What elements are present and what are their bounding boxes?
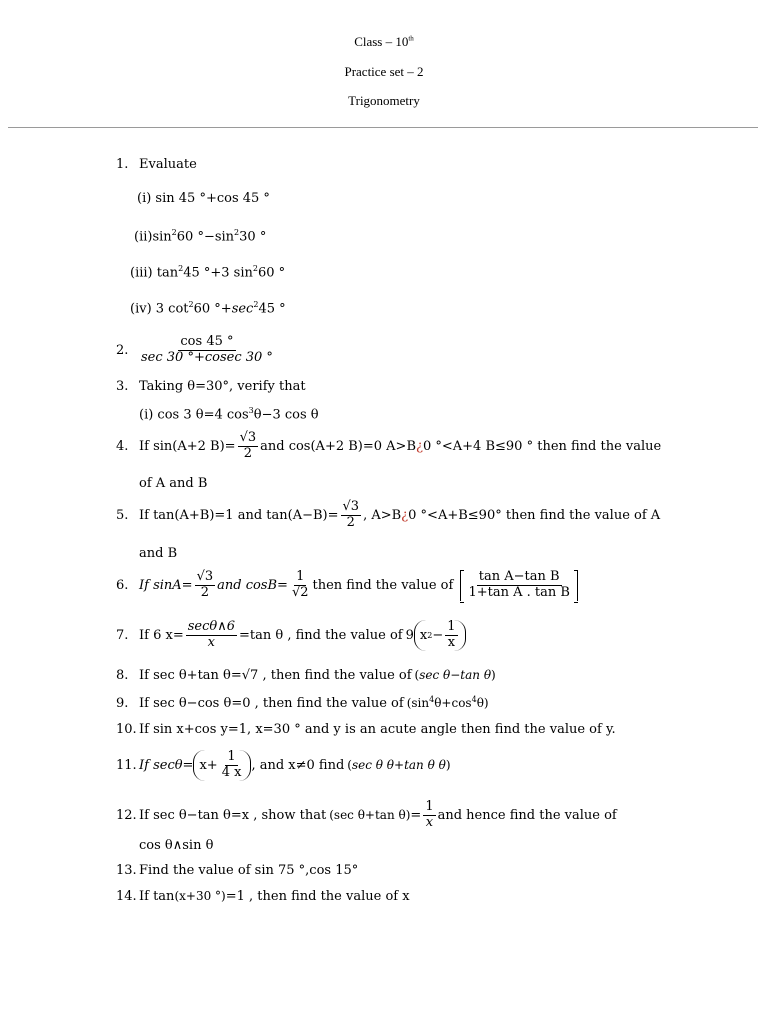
question-12-continued: cos θ∧sin θ: [139, 838, 214, 853]
exponent: 3: [248, 406, 254, 415]
question-5: [116, 500, 736, 531]
question-4-continued: of A and B: [139, 476, 208, 491]
denominator: 1+tan A . tan B: [468, 584, 570, 600]
question-1: [116, 157, 736, 172]
question-number: 5.: [116, 507, 129, 523]
denominator: x: [447, 634, 456, 650]
question-text: , A>B: [363, 507, 402, 523]
denominator: sec 30 °+cosec 30 °: [141, 349, 273, 365]
question-text: 9: [405, 627, 414, 643]
numerator: 1: [425, 799, 434, 814]
fraction: [445, 620, 457, 651]
part-text: (i) cos 3 θ=4 cos: [139, 407, 249, 423]
header-divider: [8, 127, 758, 128]
exponent: 2: [427, 630, 433, 640]
part-text: (iv) 3 cot: [130, 301, 189, 317]
numerator: √3: [342, 499, 360, 514]
question-number: 1.: [116, 157, 129, 172]
exponent: 4: [471, 695, 477, 704]
fraction: [186, 620, 237, 651]
exponent: 4: [429, 695, 435, 704]
question-number: 10.: [116, 722, 137, 737]
fraction: [139, 335, 275, 366]
question-text: Evaluate: [139, 157, 197, 172]
question-text: =: [410, 807, 422, 823]
question-12: [116, 800, 736, 831]
exponent: 2: [171, 228, 177, 237]
question-text: Taking θ=30°, verify that: [139, 379, 306, 394]
question-9: [116, 695, 736, 711]
question-10: [116, 722, 736, 737]
exponent: 2: [234, 228, 240, 237]
part-text: 60 °: [257, 265, 286, 281]
square-bracket: [460, 570, 577, 601]
denominator: √2: [291, 584, 309, 600]
expression-text: sec θ θ+tan θ θ: [351, 757, 446, 772]
class-title: [0, 34, 768, 50]
question-number: 3.: [116, 379, 129, 394]
expression-text: sin: [411, 696, 430, 710]
practice-set-title: Practice set – 2: [344, 64, 424, 79]
question-13: [116, 863, 736, 878]
numerator: 1: [447, 619, 456, 634]
expression-text: x+: [199, 757, 218, 773]
question-11: [116, 750, 736, 781]
denominator: 2: [346, 514, 355, 530]
numerator: √3: [239, 430, 257, 445]
part-text: 30 °: [239, 229, 267, 245]
part-text: θ−3 cos θ: [253, 407, 319, 423]
question-text: ¿: [401, 507, 409, 523]
fraction: [220, 750, 244, 781]
class-superscript: th: [408, 34, 414, 43]
question-text: 0 °<A+4 B≤90 ° then find the value: [422, 438, 662, 454]
question-8: [116, 668, 736, 683]
question-1-part-iii: [130, 264, 750, 280]
numerator: secθ∧6: [187, 619, 235, 634]
denominator: x: [207, 634, 216, 650]
question-1-part-iv: [130, 300, 750, 316]
exponent: 2: [252, 264, 258, 273]
fraction: [238, 431, 259, 462]
question-text: If tan: [139, 889, 175, 904]
question-text: and cosB=: [217, 577, 288, 593]
question-text: If sec θ+tan θ=√7 , then find the value of: [139, 668, 412, 683]
question-5-continued: and B: [139, 546, 178, 561]
question-number: 2.: [116, 342, 129, 358]
question-3: [116, 379, 736, 394]
question-7: [116, 620, 736, 651]
class-text: Class – 10: [354, 34, 409, 49]
question-text: and cos(A+2 B)=0 A>B: [260, 438, 416, 454]
numerator: 1: [296, 569, 305, 584]
question-4: [116, 431, 736, 462]
numerator: 1: [227, 749, 236, 764]
parenthesis: x 2 − $\frac{1}{x}$: [414, 620, 466, 651]
question-number: 8.: [116, 668, 129, 683]
question-text: =1 , then find the value of x: [225, 889, 410, 904]
question-text: 0 °<A+B≤90° then find the value of A: [408, 507, 661, 523]
part-text: 45 °: [258, 301, 286, 317]
expression: (sec θ θ+tan θ θ): [347, 757, 451, 772]
question-number: 6.: [116, 577, 129, 593]
numerator: cos 45 °: [180, 334, 234, 349]
question-number: 4.: [116, 438, 129, 454]
question-text: If tan(A+B)=1 and tan(A−B)=: [139, 507, 339, 523]
exponent: 2: [188, 300, 194, 309]
expression: (x+30 °): [174, 889, 226, 903]
question-text: If sin(A+2 B)=: [139, 438, 236, 454]
fraction: [341, 500, 362, 531]
part-text: sec: [231, 301, 254, 317]
denominator: 2: [200, 584, 209, 600]
question-3-part-i: [139, 406, 759, 422]
denominator: 4 x: [221, 764, 242, 780]
expression-text: sec θ+tan θ: [333, 807, 406, 822]
question-2: [116, 335, 736, 366]
question-number: 9.: [116, 696, 129, 711]
parenthesis: [193, 750, 251, 781]
exponent: 2: [253, 300, 259, 309]
question-14: [116, 889, 736, 904]
question-text: If secθ=: [139, 757, 194, 773]
subject-title: Trigonometry: [348, 93, 420, 108]
part-text: 45 °+3 sin: [183, 265, 253, 281]
question-1-part-i: [137, 191, 757, 206]
question-6: [116, 570, 736, 601]
variable: x: [419, 627, 428, 643]
fraction: [466, 570, 571, 601]
fraction: [423, 800, 435, 831]
fraction: [290, 570, 311, 601]
question-text: If 6 x=: [139, 627, 184, 643]
part-text: 60 °−sin: [176, 229, 235, 245]
fraction: [195, 570, 216, 601]
question-1-part-ii: [134, 228, 754, 244]
question-text: and hence find the value of: [437, 807, 617, 823]
question-number: 13.: [116, 863, 137, 878]
question-number: 11.: [116, 757, 137, 773]
question-text: ¿: [416, 438, 423, 454]
question-text: If sec θ−cos θ=0 , then find the value of: [139, 696, 404, 711]
numerator: √3: [196, 569, 214, 584]
question-number: 7.: [116, 627, 129, 643]
question-text: If sec θ−tan θ=x , show that: [139, 807, 327, 823]
question-number: 12.: [116, 807, 137, 823]
part-text: (i) sin 45 °+cos 45 °: [137, 191, 270, 206]
expression-text: θ: [476, 696, 484, 710]
part-text: 60 °+: [193, 301, 232, 317]
denominator: 2: [243, 445, 252, 461]
question-text: Find the value of sin 75 °,cos 15°: [139, 863, 359, 878]
denominator: x: [425, 814, 434, 830]
expression: (sec θ−tan θ): [414, 668, 496, 682]
exponent: 2: [178, 264, 184, 273]
question-number: 14.: [116, 889, 137, 904]
part-text: (ii)sin: [134, 229, 172, 245]
expression: $(\sin^4\theta+\cos^4\theta)$: [406, 695, 489, 710]
expression: (sec θ+tan θ): [329, 807, 411, 822]
part-text: (iii) tan: [130, 265, 179, 281]
question-text: then find the value of: [312, 577, 454, 593]
question-text: , and x≠0 find: [251, 757, 345, 773]
question-text: =tan θ , find the value of: [238, 627, 403, 643]
question-text: If sin x+cos y=1, x=30 ° and y is an acute angle then find the value of y.: [139, 722, 616, 737]
expression-text: sec θ−tan θ: [419, 668, 492, 682]
question-text: If sinA=: [139, 577, 193, 593]
numerator: tan A−tan B: [478, 569, 560, 584]
expression-text: x+30 °: [179, 889, 222, 903]
expression-text: θ+cos: [434, 696, 472, 710]
